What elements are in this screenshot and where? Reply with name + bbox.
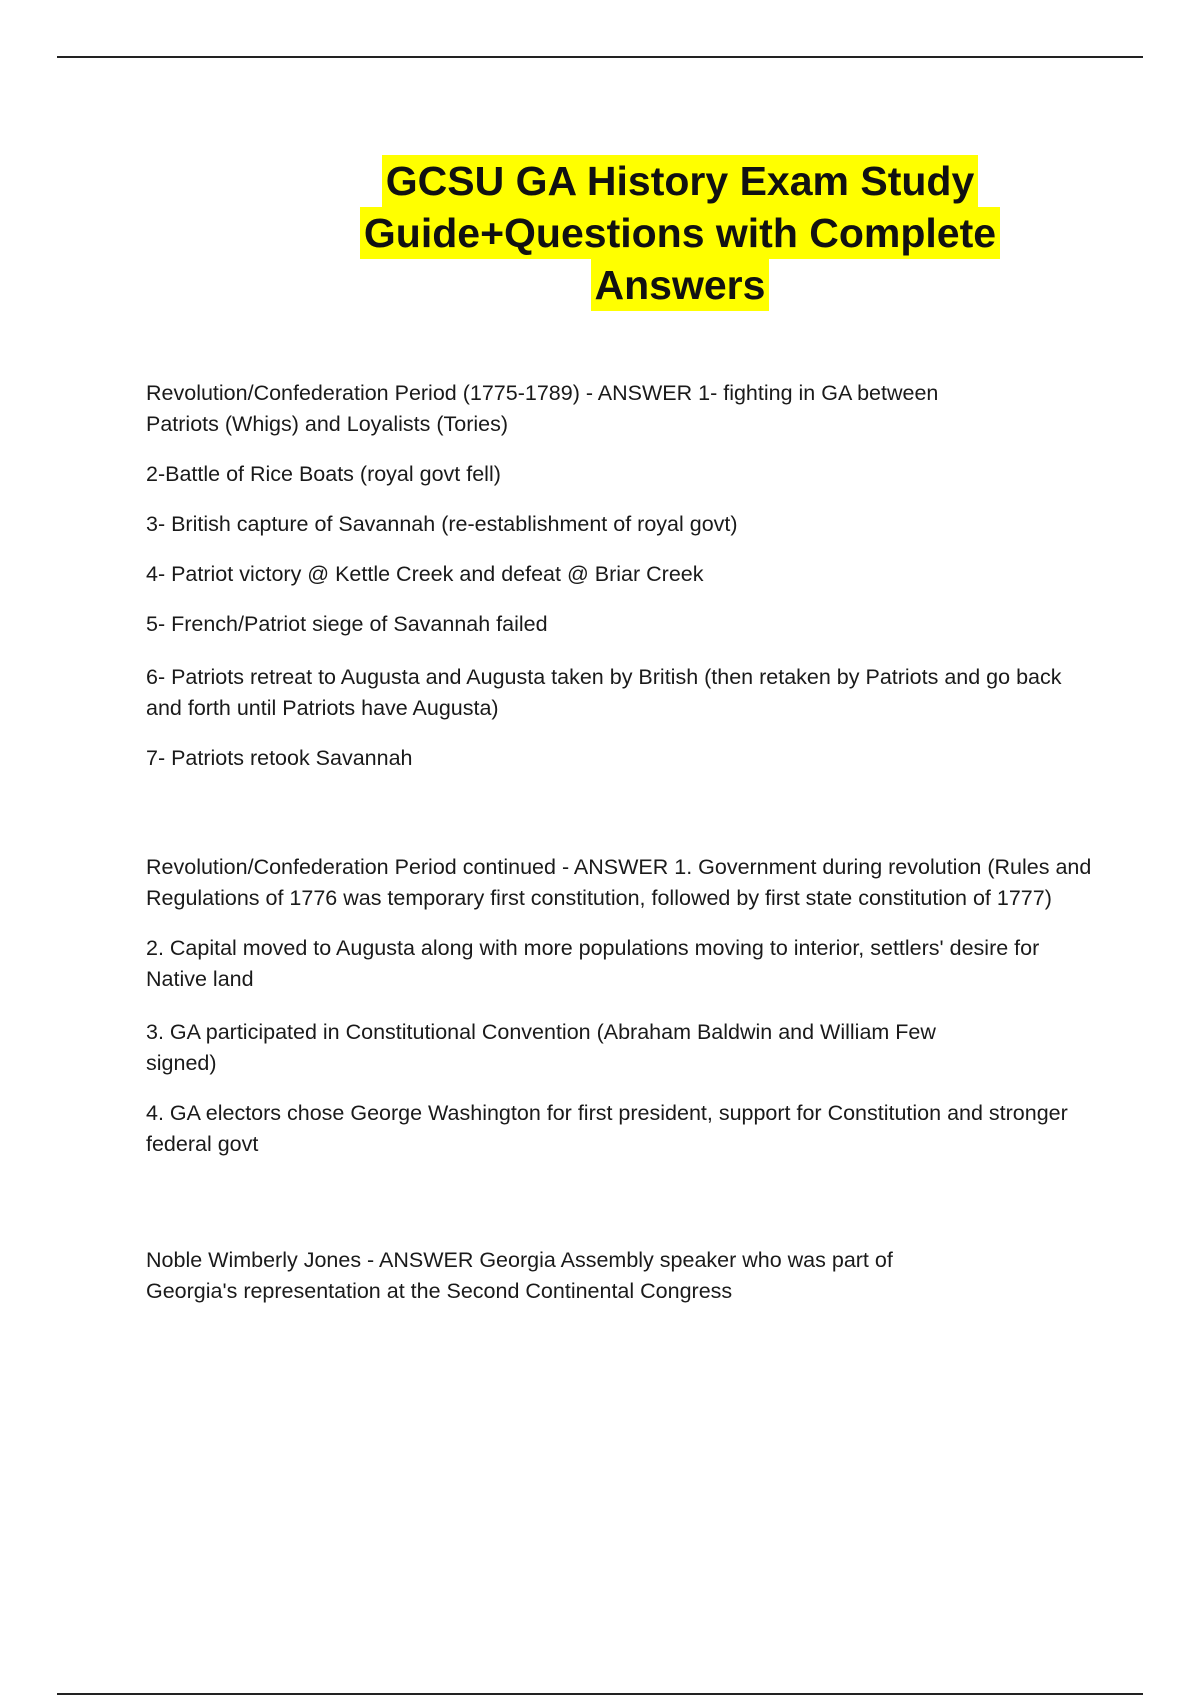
title-line: Guide+Questions with Complete bbox=[360, 207, 1000, 259]
title-line: Answers bbox=[591, 259, 770, 311]
answer-item: 3- British capture of Savannah (re-establishment of royal govt) bbox=[146, 512, 738, 536]
bottom-rule bbox=[57, 1693, 1143, 1695]
qa-section bbox=[146, 852, 1096, 1160]
document-title bbox=[300, 155, 1060, 311]
top-rule bbox=[57, 56, 1143, 58]
question-answer: Revolution/Confederation Period continued - ANSWER 1. Government during revolution (Rules and Regulations of 1776 was temporary first constitution, followed by first state constitution of 1777) bbox=[146, 855, 1092, 910]
answer-item: 2. Capital moved to Augusta along with more populations moving to interior, settlers' desire for Native land bbox=[146, 936, 1040, 991]
qa-section bbox=[146, 1245, 1096, 1307]
question-answer: Revolution/Confederation Period (1775-1789) - ANSWER 1- fighting in GA between Patriots (Whigs) and Loyalists (Tories) bbox=[146, 381, 939, 436]
answer-item: 3. GA participated in Constitutional Convention (Abraham Baldwin and William Few signed) bbox=[146, 1020, 936, 1075]
question-answer: Noble Wimberly Jones - ANSWER Georgia Assembly speaker who was part of Georgia's representation at the Second Continental Congress bbox=[146, 1248, 893, 1303]
answer-item: 2-Battle of Rice Boats (royal govt fell) bbox=[146, 462, 501, 486]
answer-item: 4- Patriot victory @ Kettle Creek and defeat @ Briar Creek bbox=[146, 562, 704, 586]
answer-item: 4. GA electors chose George Washington for first president, support for Constitution and stronger federal govt bbox=[146, 1101, 1068, 1156]
answer-item: 7- Patriots retook Savannah bbox=[146, 746, 413, 770]
qa-section bbox=[146, 378, 1096, 774]
document-body bbox=[146, 378, 1096, 1307]
answer-item: 5- French/Patriot siege of Savannah failed bbox=[146, 612, 548, 636]
answer-item: 6- Patriots retreat to Augusta and Augusta taken by British (then retaken by Patriots and go back and forth until Patriots have Augusta) bbox=[146, 665, 1062, 720]
title-line: GCSU GA History Exam Study bbox=[382, 155, 979, 207]
